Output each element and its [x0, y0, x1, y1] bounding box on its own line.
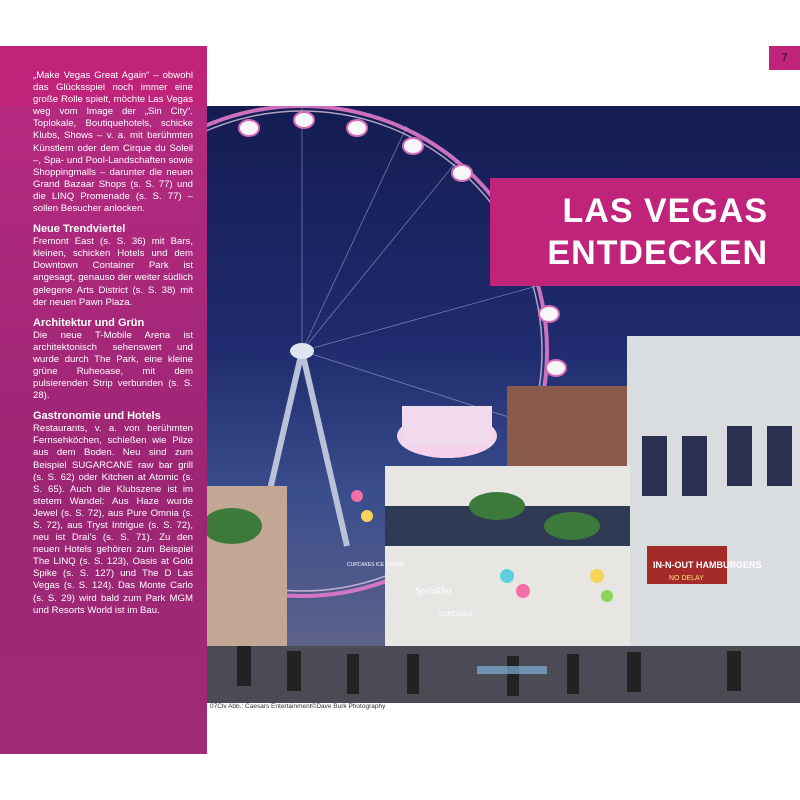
section-heading: Architektur und Grün	[33, 316, 145, 329]
sidebar-text	[33, 70, 193, 625]
page-number: 7	[769, 46, 800, 70]
cupcakes-sign: CUPCAKES	[439, 612, 473, 618]
cupcakes-icecream-sign: CUPCAKES ICE CREAM	[347, 562, 404, 568]
section-text: Die neue T-Mobile Arena ist architektonisch sehenswert und wurde durch The Park, eine kleine grüne Ruheoase, mit dem pulsierenden Strip verbunden (s. S. 28).	[33, 329, 193, 402]
intro-paragraph: „Make Vegas Great Again“ – obwohl das Glücksspiel noch immer eine große Rolle spielt, möchte Las Vegas weg vom Image der „Sin City“. Toplokale, Boutiquehotels, schicke Klubs, Shows – v. a. mit berühmten Künstlern oder dem Cirque du Soleil –, Spa- und Pool-Landschaften sowie Shoppingmalls – darunter die neuen Grand Bazaar Shops (s. S. 77) und die LINQ Promenade (s. S. 77) – sollen Besucher anlocken.	[33, 70, 193, 215]
title-banner	[490, 178, 800, 286]
section-text: Restaurants, v. a. von berühmten Fernsehköchen, schießen wie Pilze aus dem Boden. Neu sind zum Beispiel SUGARCANE raw bar grill (s. S. 62) oder Kitchen at Atomic (s. S. 65). Auch die Klubszene ist im stetem Wandel: Aus Haze wurde Jewel (s. S. 72), aus Pure Omnia (s. S. 72), aus Tryst Intrigue (s. S. 72), neu ist Drai’s (s. S. 71). Zu den neuen Hotels gehören zum Beispiel The LINQ (s. S. 123), Oasis at Gold Spike (s. S. 127) und The D Las Vegas (s. S. 124). Das Monte Carlo (s. S. 29) wird bald zum Park MGM und Resorts World ist im Bau.	[33, 423, 193, 616]
photo-caption: 07Clv Abb.: Caesars Entertainment©Dave Burk Photography	[210, 703, 386, 710]
sprinkles-sign: Sprinkles	[415, 586, 453, 597]
section-heading: Neue Trendviertel	[33, 223, 126, 236]
hamburgers-sign: IN-N-OUT HAMBURGERS	[653, 560, 762, 570]
title-line-1: LAS VEGAS	[562, 192, 768, 230]
section-text: Fremont East (s. S. 36) mit Bars, kleinen, schicken Hotels und dem Downtown Container Park ist angesagt, genauso der weiter südlich gelegene Arts District (s. S. 38) mit der neuen Pawn Plaza.	[33, 236, 193, 308]
section-heading: Gastronomie und Hotels	[33, 410, 161, 423]
title-line-2: ENTDECKEN	[547, 234, 768, 272]
no-delay-sign: NO DELAY	[669, 575, 704, 582]
